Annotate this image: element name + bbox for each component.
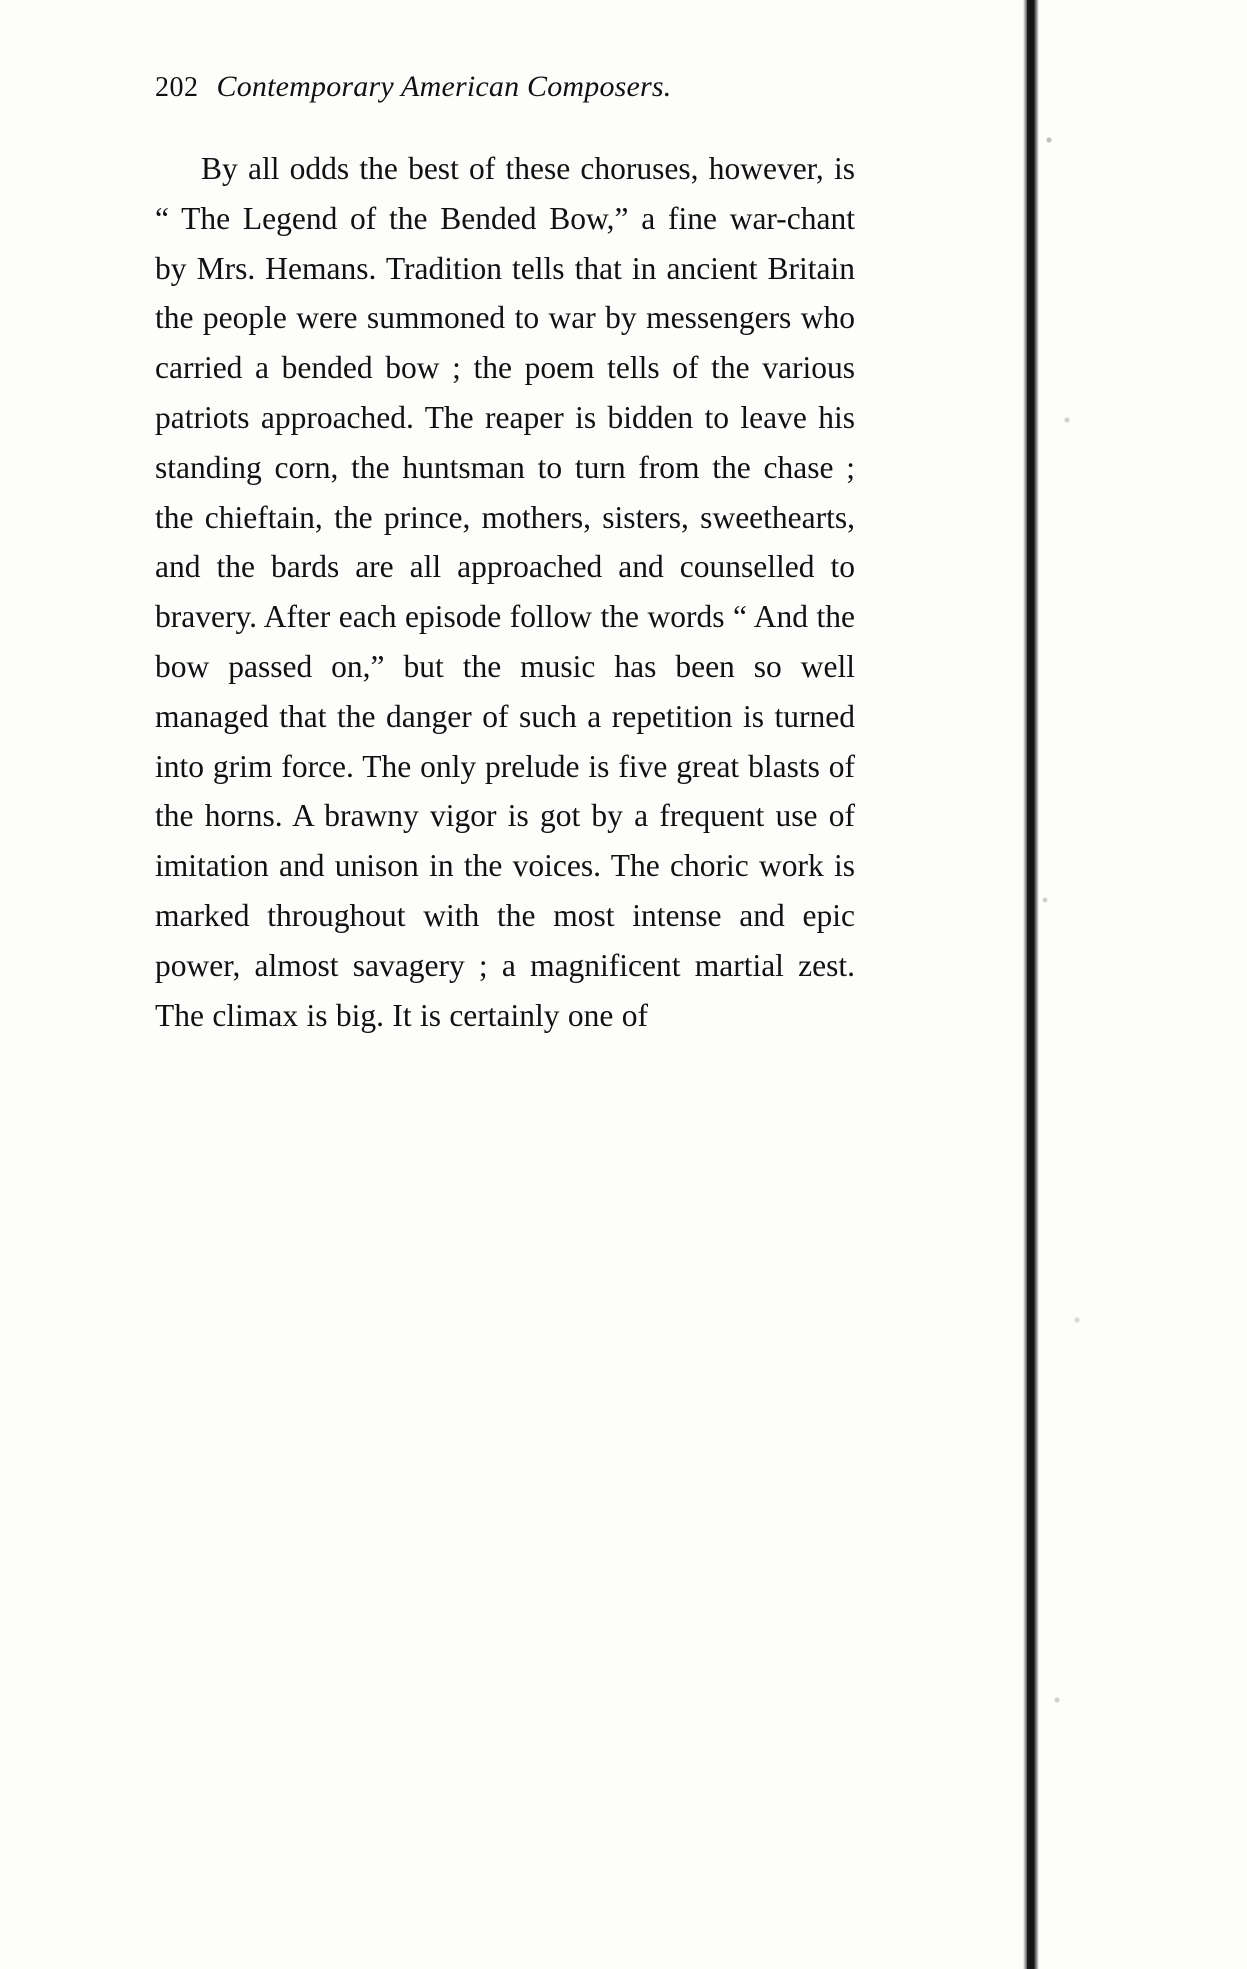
book-title-running-head: Contemporary American Composers.	[216, 70, 672, 103]
page-number: 202	[155, 72, 199, 103]
scan-speckle-artifacts	[1037, 0, 1097, 1969]
body-paragraph: By all odds the best of these choruses, however, is “ The Legend of the Bended Bow,” a fine war-chant by Mrs. Hemans. Tradition tells that in ancient Britain the people were summoned to war by messengers who carried a bended bow ; the poem tells of the various patriots approached. The reaper is bidden to leave his standing corn, the huntsman to turn from the chase ; the chieftain, the prince, mothers, sisters, sweethearts, and the bards are all approached and counselled to bravery. After each episode follow the words “ And the bow passed on,” but the music has been so well managed that the danger of such a repetition is turned into grim force. The only prelude is five great blasts of the horns. A brawny vigor is got by a frequent use of imitation and unison in the voices. The choric work is marked throughout with the most intense and epic power, almost savagery ; a magnificent martial zest. The climax is big. It is certainly one of	[155, 151, 855, 1033]
page-text-column	[155, 70, 855, 1072]
running-head	[155, 70, 855, 104]
